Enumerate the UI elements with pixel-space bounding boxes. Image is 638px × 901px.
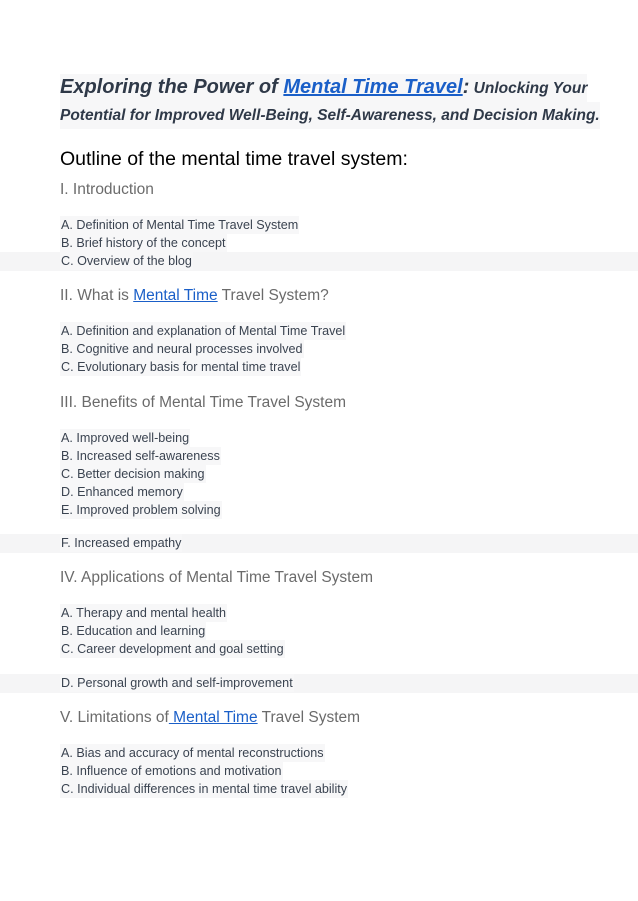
title-line-1 — [60, 74, 587, 102]
title-prefix: Exploring the Power of — [60, 76, 284, 98]
section-heading-prefix: V. Limitations of — [60, 709, 169, 726]
list-item: B. Influence of emotions and motivation — [61, 764, 282, 778]
list-item: C. Individual differences in mental time travel ability — [61, 782, 348, 796]
list-item: A. Therapy and mental health — [61, 606, 226, 620]
section-heading-introduction: I. Introduction — [60, 181, 154, 198]
list-item: D. Enhanced memory — [61, 485, 183, 499]
mental-time-link[interactable]: Mental Time — [133, 287, 218, 304]
list-item: A. Improved well-being — [61, 431, 190, 445]
list-item: C. Overview of the blog — [61, 254, 192, 268]
list-item: B. Cognitive and neural processes involved — [61, 342, 303, 356]
section-heading-benefits: III. Benefits of Mental Time Travel System — [60, 394, 346, 411]
list-item: A. Definition and explanation of Mental Time Travel — [61, 324, 346, 338]
section-heading-applications: IV. Applications of Mental Time Travel System — [60, 569, 374, 586]
list-item: B. Brief history of the concept — [61, 236, 226, 250]
list-item: A. Bias and accuracy of mental reconstructions — [61, 746, 324, 760]
title-line-2: Potential for Improved Well-Being, Self-Awareness, and Decision Making. — [60, 102, 600, 129]
document-title — [60, 74, 600, 129]
list-item: C. Better decision making — [61, 467, 205, 481]
mental-time-link[interactable]: Mental Time — [168, 709, 258, 726]
title-link[interactable]: Mental Time Travel — [283, 76, 463, 98]
list-item: F. Increased empathy — [61, 536, 182, 550]
list-item: A. Definition of Mental Time Travel System — [61, 218, 299, 232]
outline-heading: Outline of the mental time travel system: — [60, 148, 408, 170]
title-subtitle-start: Unlocking Your — [469, 80, 588, 97]
section-heading-suffix: Travel System? — [217, 287, 329, 304]
list-item: B. Increased self-awareness — [61, 449, 220, 463]
list-item: C. Evolutionary basis for mental time travel — [61, 360, 301, 374]
title-colon: : — [462, 76, 470, 98]
list-item: B. Education and learning — [61, 624, 206, 638]
section-heading-prefix: II. What is — [60, 287, 134, 304]
section-heading-limitations — [60, 709, 360, 727]
list-item: C. Career development and goal setting — [61, 642, 284, 656]
list-item: D. Personal growth and self-improvement — [61, 676, 293, 690]
section-heading-suffix: Travel System — [257, 709, 361, 726]
list-item: E. Improved problem solving — [61, 503, 221, 517]
section-heading-what-is — [60, 287, 329, 305]
